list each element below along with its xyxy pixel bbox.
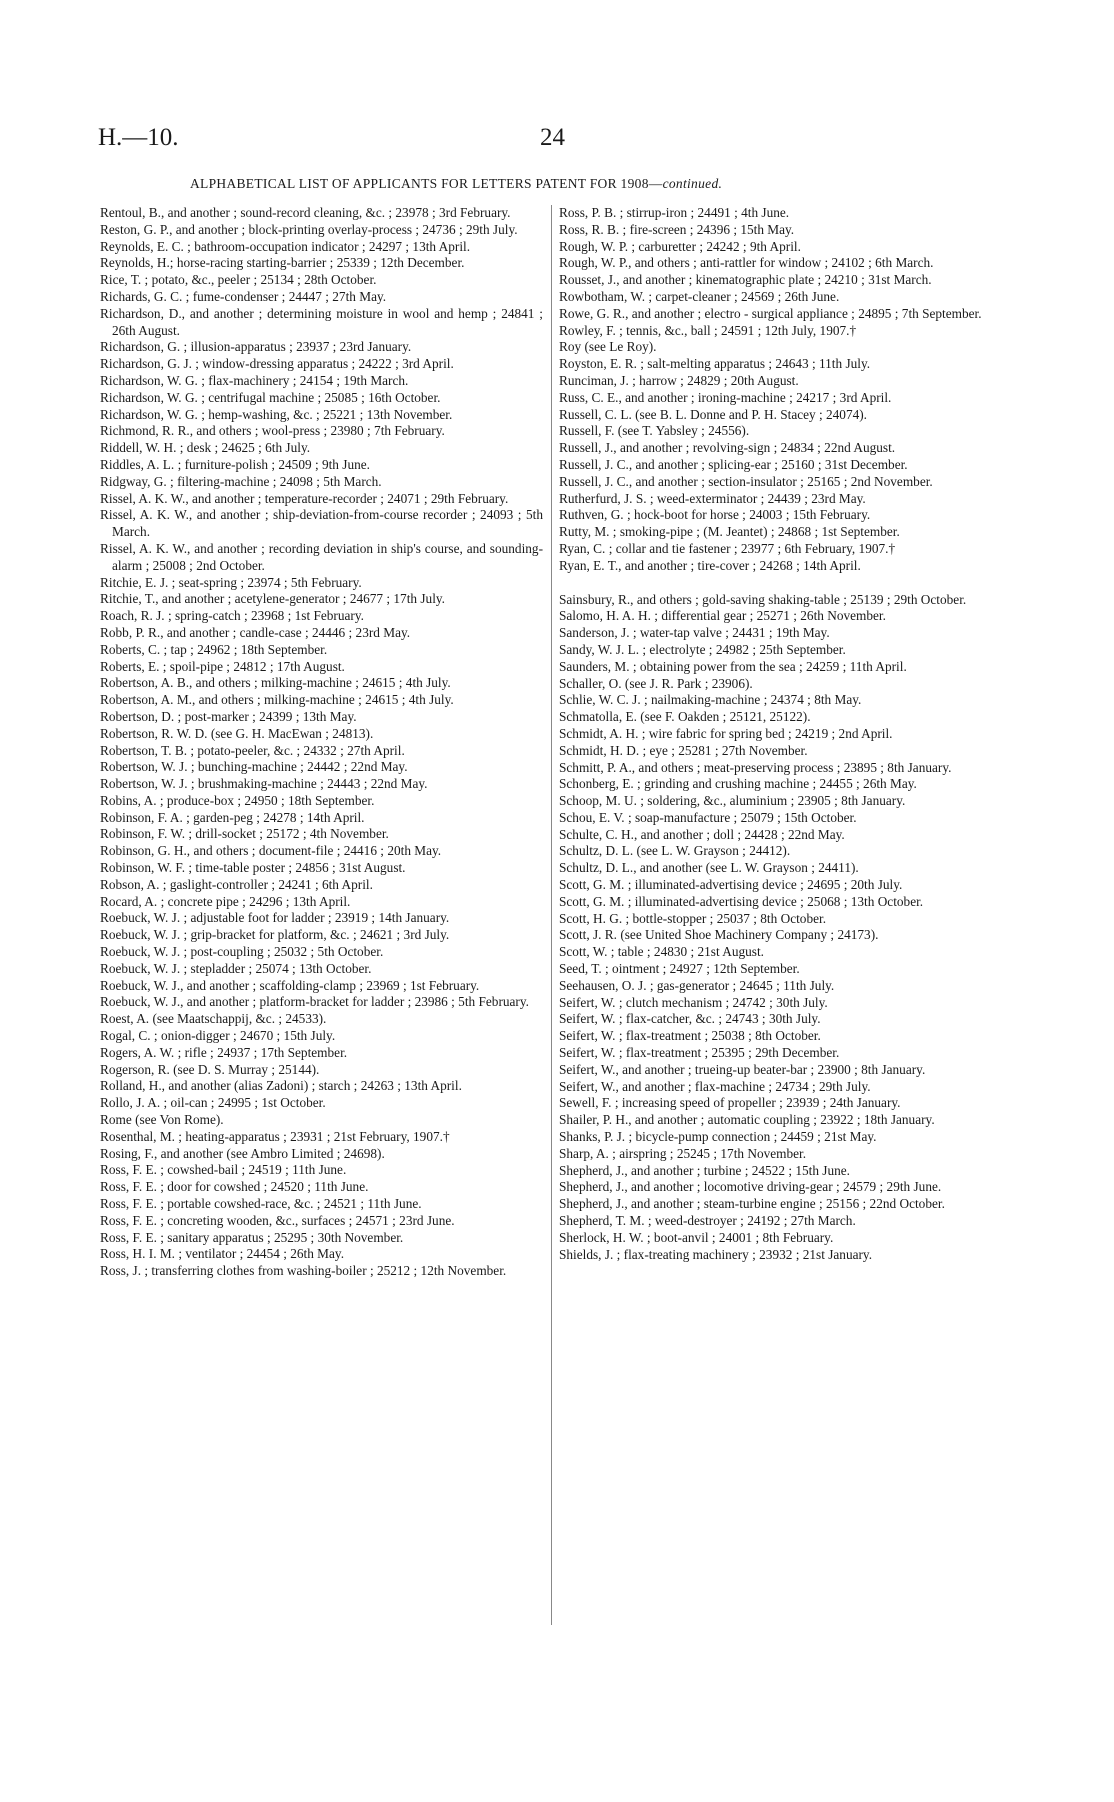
list-entry: Schmidt, H. D. ; eye ; 25281 ; 27th November. — [559, 742, 808, 758]
list-entry: Rollo, J. A. ; oil-can ; 24995 ; 1st October. — [100, 1095, 326, 1111]
list-entry: Rissel, A. K. W., and another ; temperature-recorder ; 24071 ; 29th February. — [100, 490, 509, 506]
list-entry: Ruthven, G. ; hock-boot for horse ; 24003 ; 15th February. — [559, 507, 871, 523]
list-entry: Shepherd, J., and another ; turbine ; 24522 ; 15th June. — [559, 1162, 851, 1178]
list-entry: Robins, A. ; produce-box ; 24950 ; 18th September. — [100, 792, 375, 808]
list-title-suffix: continued. — [662, 176, 723, 191]
list-entry: Rutty, M. ; smoking-pipe ; (M. Jeantet) ; 24868 ; 1st September. — [559, 524, 900, 540]
list-entry: Seifert, W., and another ; flax-machine ; 24734 ; 29th July. — [559, 1078, 871, 1094]
list-entry: Ritchie, T., and another ; acetylene-generator ; 24677 ; 17th July. — [100, 591, 445, 607]
list-entry: Ross, F. E. ; portable cowshed-race, &c. ; 24521 ; 11th June. — [100, 1196, 422, 1212]
list-entry: Rosing, F., and another (see Ambro Limited ; 24698). — [100, 1145, 385, 1161]
list-entry: Seehausen, O. J. ; gas-generator ; 24645 ; 11th July. — [559, 977, 835, 993]
list-entry: Reynolds, H.; horse-racing starting-barrier ; 25339 ; 12th December. — [100, 255, 465, 271]
list-entry: Sherlock, H. W. ; boot-anvil ; 24001 ; 8th February. — [559, 1229, 834, 1245]
list-entry: Russell, J. C., and another ; section-insulator ; 25165 ; 2nd November. — [559, 473, 933, 489]
list-entry: Robertson, T. B. ; potato-peeler, &c. ; 24332 ; 27th April. — [100, 742, 405, 758]
list-entry: Roebuck, W. J. ; adjustable foot for ladder ; 23919 ; 14th January. — [100, 910, 450, 926]
list-entry: Rissel, A. K. W., and another ; ship-deviation-from-course recorder ; 24093 ; 5th March. — [100, 507, 543, 540]
list-entry: Roberts, C. ; tap ; 24962 ; 18th September. — [100, 641, 328, 657]
list-entry: Roberts, E. ; spoil-pipe ; 24812 ; 17th August. — [100, 658, 345, 674]
list-entry: Rough, W. P., and others ; anti-rattler for window ; 24102 ; 6th March. — [559, 255, 934, 271]
list-entry: Scott, W. ; table ; 24830 ; 21st August. — [559, 944, 765, 960]
list-entry: Ross, F. E. ; concreting wooden, &c., surfaces ; 24571 ; 23rd June. — [100, 1212, 455, 1228]
list-entry: Shailer, P. H., and another ; automatic coupling ; 23922 ; 18th January. — [559, 1112, 935, 1128]
list-entry: Royston, E. R. ; salt-melting apparatus ; 24643 ; 11th July. — [559, 356, 871, 372]
list-entry: Sandy, W. J. L. ; electrolyte ; 24982 ; 25th September. — [559, 641, 846, 657]
list-entry: Richards, G. C. ; fume-condenser ; 24447 ; 27th May. — [100, 288, 387, 304]
list-entry: Ross, R. B. ; fire-screen ; 24396 ; 15th May. — [559, 221, 795, 237]
list-entry: Riddell, W. H. ; desk ; 24625 ; 6th July. — [100, 440, 311, 456]
list-entry: Schlie, W. C. J. ; nailmaking-machine ; 24374 ; 8th May. — [559, 692, 862, 708]
list-entry: Shields, J. ; flax-treating machinery ; 23932 ; 21st January. — [559, 1246, 873, 1262]
list-entry: Schonberg, E. ; grinding and crushing machine ; 24455 ; 26th May. — [559, 776, 917, 792]
list-entry: Roebuck, W. J. ; grip-bracket for platform, &c. ; 24621 ; 3rd July. — [100, 927, 450, 943]
right-column — [559, 205, 1002, 1263]
list-entry: Shepherd, J., and another ; locomotive driving-gear ; 24579 ; 29th June. — [559, 1179, 942, 1195]
list-entry: Russell, J. C., and another ; splicing-ear ; 25160 ; 31st December. — [559, 456, 908, 472]
list-entry: Robinson, F. A. ; garden-peg ; 24278 ; 14th April. — [100, 809, 365, 825]
list-title-main: ALPHABETICAL LIST OF APPLICANTS FOR LETTERS PATENT FOR 1908— — [190, 176, 663, 191]
list-entry: Schaller, O. (see J. R. Park ; 23906). — [559, 675, 753, 691]
list-entry: Ross, F. E. ; cowshed-bail ; 24519 ; 11th June. — [100, 1162, 347, 1178]
list-entry: Runciman, J. ; harrow ; 24829 ; 20th August. — [559, 372, 799, 388]
list-entry: Robertson, W. J. ; brushmaking-machine ; 24443 ; 22nd May. — [100, 776, 428, 792]
list-entry: Schultz, D. L. (see L. W. Grayson ; 24412). — [559, 843, 791, 859]
list-entry: Rosenthal, M. ; heating-apparatus ; 23931 ; 21st February, 1907.† — [100, 1128, 450, 1144]
list-entry: Ross, P. B. ; stirrup-iron ; 24491 ; 4th June. — [559, 205, 790, 220]
list-entry: Roebuck, W. J. ; post-coupling ; 25032 ; 5th October. — [100, 944, 384, 960]
list-entry: Rowe, G. R., and another ; electro - surgical appliance ; 24895 ; 7th September. — [559, 305, 982, 321]
list-entry: Robinson, G. H., and others ; document-file ; 24416 ; 20th May. — [100, 843, 442, 859]
list-entry: Rogers, A. W. ; rifle ; 24937 ; 17th September. — [100, 1044, 348, 1060]
list-entry: Richardson, W. G. ; centrifugal machine ; 25085 ; 16th October. — [100, 389, 441, 405]
list-entry: Seifert, W. ; flax-treatment ; 25395 ; 29th December. — [559, 1045, 840, 1061]
list-entry: Rowbotham, W. ; carpet-cleaner ; 24569 ; 26th June. — [559, 288, 840, 304]
list-entry: Reynolds, E. C. ; bathroom-occupation indicator ; 24297 ; 13th April. — [100, 238, 471, 254]
list-entry: Ryan, C. ; collar and tie fastener ; 23977 ; 6th February, 1907.† — [559, 540, 896, 556]
list-entry: Sanderson, J. ; water-tap valve ; 24431 ; 19th May. — [559, 625, 830, 641]
left-column — [100, 205, 543, 1280]
list-entry: Scott, G. M. ; illuminated-advertising device ; 24695 ; 20th July. — [559, 877, 903, 893]
list-entry: Rome (see Von Rome). — [100, 1112, 224, 1128]
list-entry: Rolland, H., and another (alias Zadoni) ; starch ; 24263 ; 13th April. — [100, 1078, 462, 1094]
list-entry: Schultz, D. L., and another (see L. W. Grayson ; 24411). — [559, 860, 859, 876]
list-entry: Rentoul, B., and another ; sound-record cleaning, &c. ; 23978 ; 3rd February. — [100, 205, 511, 220]
list-entry: Robertson, W. J. ; bunching-machine ; 24442 ; 22nd May. — [100, 759, 408, 775]
list-entry: Rutherfurd, J. S. ; weed-exterminator ; 24439 ; 23rd May. — [559, 490, 866, 506]
list-entry: Rousset, J., and another ; kinematographic plate ; 24210 ; 31st March. — [559, 272, 932, 288]
list-entry: Schou, E. V. ; soap-manufacture ; 25079 ; 15th October. — [559, 809, 857, 825]
list-entry: Roebuck, W. J. ; stepladder ; 25074 ; 13th October. — [100, 960, 372, 976]
list-entry: Shepherd, J., and another ; steam-turbine engine ; 25156 ; 22nd October. — [559, 1196, 945, 1212]
list-entry: Rice, T. ; potato, &c., peeler ; 25134 ; 28th October. — [100, 272, 377, 288]
list-entry: Roy (see Le Roy). — [559, 339, 657, 355]
list-entry: Richardson, D., and another ; determining moisture in wool and hemp ; 24841 ; 26th August. — [100, 305, 543, 338]
page-header-code: H.—10. — [98, 124, 179, 151]
list-entry: Robinson, W. F. ; time-table poster ; 24856 ; 31st August. — [100, 860, 406, 876]
list-entry: Sharp, A. ; airspring ; 25245 ; 17th November. — [559, 1145, 807, 1161]
list-title — [190, 176, 950, 192]
list-entry: Rough, W. P. ; carburetter ; 24242 ; 9th April. — [559, 238, 801, 254]
list-entry: Richardson, W. G. ; flax-machinery ; 24154 ; 19th March. — [100, 372, 409, 388]
page-number: 24 — [540, 124, 565, 151]
list-entry: Schmidt, A. H. ; wire fabric for spring bed ; 24219 ; 2nd April. — [559, 725, 893, 741]
list-entry: Sewell, F. ; increasing speed of propeller ; 23939 ; 24th January. — [559, 1095, 901, 1111]
list-entry: Sainsbury, R., and others ; gold-saving shaking-table ; 25139 ; 29th October. — [559, 591, 967, 607]
list-entry: Rissel, A. K. W., and another ; recording deviation in ship's course, and sounding-alarm ; 25008 ; 2nd October. — [100, 540, 543, 573]
list-entry: Shanks, P. J. ; bicycle-pump connection ; 24459 ; 21st May. — [559, 1129, 877, 1145]
list-entry: Ross, F. E. ; door for cowshed ; 24520 ; 11th June. — [100, 1179, 369, 1195]
column-divider — [551, 205, 552, 1625]
list-entry: Scott, G. M. ; illuminated-advertising device ; 25068 ; 13th October. — [559, 893, 924, 909]
list-entry: Robson, A. ; gaslight-controller ; 24241 ; 6th April. — [100, 876, 373, 892]
list-entry: Ryan, E. T., and another ; tire-cover ; 24268 ; 14th April. — [559, 557, 861, 573]
list-entry: Schmitt, P. A., and others ; meat-preserving process ; 23895 ; 8th January. — [559, 759, 952, 775]
list-entry: Seifert, W., and another ; trueing-up beater-bar ; 23900 ; 8th January. — [559, 1061, 926, 1077]
list-entry: Richardson, G. ; illusion-apparatus ; 23937 ; 23rd January. — [100, 339, 412, 355]
list-entry: Ridgway, G. ; filtering-machine ; 24098 ; 5th March. — [100, 473, 382, 489]
list-entry: Shepherd, T. M. ; weed-destroyer ; 24192 ; 27th March. — [559, 1213, 856, 1229]
list-entry: Rowley, F. ; tennis, &c., ball ; 24591 ; 12th July, 1907.† — [559, 322, 857, 338]
list-entry: Russell, F. (see T. Yabsley ; 24556). — [559, 423, 750, 439]
list-entry: Russell, J., and another ; revolving-sign ; 24834 ; 22nd August. — [559, 440, 896, 456]
list-entry: Roebuck, W. J., and another ; scaffolding-clamp ; 23969 ; 1st February. — [100, 977, 480, 993]
list-entry: Roebuck, W. J., and another ; platform-bracket for ladder ; 23986 ; 5th February. — [100, 994, 529, 1010]
list-entry: Roest, A. (see Maatschappij, &c. ; 24533). — [100, 1011, 327, 1027]
list-entry: Richmond, R. R., and others ; wool-press ; 23980 ; 7th February. — [100, 423, 445, 439]
list-entry: Reston, G. P., and another ; block-printing overlay-process ; 24736 ; 29th July. — [100, 221, 518, 237]
list-entry: Robertson, A. B., and others ; milking-machine ; 24615 ; 4th July. — [100, 675, 451, 691]
list-entry: Schulte, C. H., and another ; doll ; 24428 ; 22nd May. — [559, 826, 845, 842]
list-entry: Seifert, W. ; flax-catcher, &c. ; 24743 ; 30th July. — [559, 1011, 821, 1027]
list-entry: Robinson, F. W. ; drill-socket ; 25172 ; 4th November. — [100, 826, 389, 842]
list-entry: Richardson, G. J. ; window-dressing apparatus ; 24222 ; 3rd April. — [100, 356, 454, 372]
list-entry: Robertson, A. M., and others ; milking-machine ; 24615 ; 4th July. — [100, 692, 454, 708]
list-entry: Robertson, R. W. D. (see G. H. MacEwan ; 24813). — [100, 725, 374, 741]
list-entry: Russell, C. L. (see B. L. Donne and P. H. Stacey ; 24074). — [559, 406, 868, 422]
list-entry: Rogerson, R. (see D. S. Murray ; 25144). — [100, 1061, 320, 1077]
list-entry: Robertson, D. ; post-marker ; 24399 ; 13th May. — [100, 708, 357, 724]
list-entry: Russ, C. E., and another ; ironing-machine ; 24217 ; 3rd April. — [559, 389, 892, 405]
list-entry: Schoop, M. U. ; soldering, &c., aluminium ; 23905 ; 8th January. — [559, 793, 906, 809]
list-entry: Ross, J. ; transferring clothes from washing-boiler ; 25212 ; 12th November. — [100, 1263, 507, 1279]
list-entry: Scott, J. R. (see United Shoe Machinery Company ; 24173). — [559, 927, 879, 943]
list-entry: Roach, R. J. ; spring-catch ; 23968 ; 1st February. — [100, 608, 364, 624]
list-entry: Saunders, M. ; obtaining power from the sea ; 24259 ; 11th April. — [559, 658, 907, 674]
list-entry: Robb, P. R., and another ; candle-case ; 24446 ; 23rd May. — [100, 624, 411, 640]
list-entry: Ross, F. E. ; sanitary apparatus ; 25295 ; 30th November. — [100, 1229, 404, 1245]
list-entry: Richardson, W. G. ; hemp-washing, &c. ; 25221 ; 13th November. — [100, 406, 453, 422]
list-entry: Salomo, H. A. H. ; differential gear ; 25271 ; 26th November. — [559, 608, 886, 624]
list-entry: Rocard, A. ; concrete pipe ; 24296 ; 13th April. — [100, 893, 351, 909]
list-entry: Ross, H. I. M. ; ventilator ; 24454 ; 26th May. — [100, 1246, 345, 1262]
list-entry: Ritchie, E. J. ; seat-spring ; 23974 ; 5th February. — [100, 574, 362, 590]
list-entry: Rogal, C. ; onion-digger ; 24670 ; 15th July. — [100, 1028, 336, 1044]
list-entry: Seed, T. ; ointment ; 24927 ; 12th September. — [559, 961, 800, 977]
list-entry: Seifert, W. ; flax-treatment ; 25038 ; 8th October. — [559, 1028, 821, 1044]
list-entry: Seifert, W. ; clutch mechanism ; 24742 ; 30th July. — [559, 994, 828, 1010]
list-entry: Scott, H. G. ; bottle-stopper ; 25037 ; 8th October. — [559, 910, 827, 926]
list-entry: Schmatolla, E. (see F. Oakden ; 25121, 25122). — [559, 709, 811, 725]
list-entry: Riddles, A. L. ; furniture-polish ; 24509 ; 9th June. — [100, 456, 370, 472]
